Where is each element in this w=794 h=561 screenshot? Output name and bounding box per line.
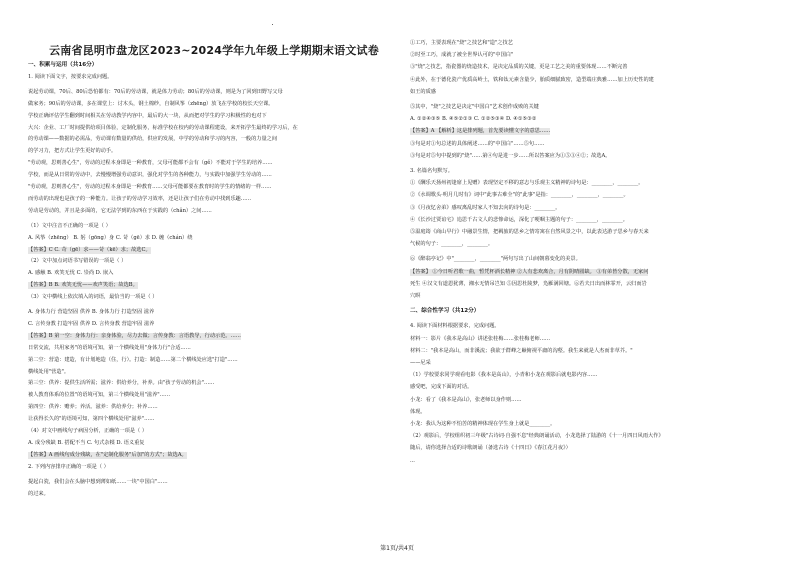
right-line: ②时至工巧，成就了被全世界认可的"中国白" <box>410 52 514 59</box>
left-line: 第二空：营造：建造，有计划地造（住，行）。打造：制造……第二个横线处应选"打造"…… <box>28 356 238 363</box>
left-line: A. 成分残缺 B. 搭配不当 C. 句式杂糅 D. 语义重复 <box>28 439 145 446</box>
right-line: 二、综合性学习（共12分） <box>410 308 480 315</box>
left-line: 大兴：企业、工厂时间提供给项目体验，定制化服务，标准学校在校内的劳动课程建设，来开拓学生最终的学习后，在 <box>28 124 298 131</box>
left-line: （2）文中加点词语书写错误的一项是（ ） <box>28 258 127 265</box>
left-line: 提起白瓷，我们会在头脑中想到薄如纸……一块"中国白"…… <box>28 478 168 485</box>
left-line: 学校正确评估学生翻到时间相关在劳动教学内容中，最后的大一块，从而把对学生的学习积极性的也对下 <box>28 112 267 119</box>
right-line: 如王的质感 <box>410 88 436 95</box>
right-line: ③《月夜忆舍弟》感叹离乱时家人不知去向的诗句是：________。 <box>410 204 561 211</box>
page-footer: 第1页/共4页 <box>380 545 414 552</box>
right-line: 气候的句子：________，________。 <box>410 241 494 248</box>
top-dot <box>272 24 273 25</box>
left-line: （3）文中横线上依次填入的词语，最恰当的一项是（ ） <box>28 294 158 301</box>
right-line: 小龙：我认为这种不怕苦的精神体现在学生身上就是________。 <box>410 421 556 427</box>
right-line: 随后，请你选择合适的诗歌朗诵（备选古诗《十四日》《春江花月夜》） <box>410 445 571 452</box>
right-line: 4. 阅读下面材料根据要求，完成问题。 <box>410 323 500 330</box>
left-line: 而劳动的出现也是孩子的一种能力。让孩子的劳动学习效率，还是让孩子们在劳动中找到乐趣…… <box>28 195 252 202</box>
page-title: 云南省昆明市盘龙区2023~2024学年九年级上学期期末语文试卷 <box>49 44 379 57</box>
left-line: "劳动观，思则善心生"，劳动的过程本身即是一种教育……父母可能都要在教育时的学生的情绪的一样…… <box>28 184 272 190</box>
left-line: 【答案】B B. 欢笑无忧——欢声笑语；故选B。 <box>28 282 138 289</box>
left-line: 1. 阅读下面文字，按要求完成问题。 <box>28 73 113 80</box>
left-line: 的学习力，把方式让学生更好的动手。 <box>28 148 117 155</box>
left-line: C. 言传身教 打造牢固 供养 D. 言传身教 营造牢固 滋养 <box>28 320 155 327</box>
right-line: 【答案】A 【解析】这是排列题，首先要读懂文字的意思…… <box>410 128 551 135</box>
left-line: 【答案】C C. 苛（gē）求——苛（kē）求；故选C。 <box>28 246 151 253</box>
right-line: 死生 ④汉文有道恩犹薄，湘水无情吊岂知 ⑤因思杜陵梦，凫雁满回塘。⑥若夫日出而林霏开，云归而岩 <box>410 280 647 287</box>
right-line: ④《长沙过贾谊宅》追思千古文人的悲惨命运，深化了哽咽主题的句子：________，________。 <box>410 216 628 223</box>
right-line: ②《水调歌头·明月几时有》词中"此事古难全"的"此事"是指：________，________，________。 <box>410 192 629 199</box>
right-line: ⑤温庭筠《商山早行》中融景生情，把羁旅的思乡之情寄寓在自然风景之中，以此表达游子思乡与春天来 <box>410 229 649 235</box>
left-line: "劳动观，思则善心生"，劳动的过程本身即是一种教育，父母可能都不会有（gě）不能对于学生的培养…… <box>28 160 273 167</box>
right-line: ③"烧"之技艺，指瓷器的烧造技术，是决定品质的关键，更是工艺之美的重要体现……不断完善 <box>410 64 628 71</box>
right-line: （1）学校要求同学观看电影《我本是高山》，小青和小龙在观影后就电影内容…… <box>410 372 598 379</box>
left-line: 第四空：供养：赡养；养活。滋养：供给养分；补养…… <box>28 404 158 411</box>
right-line: 材料二："我本是高山，而非溪流；我欲于群峰之巅俯视平庸的沟壑。我生来就是人杰而非草芥。" <box>410 347 633 354</box>
right-line: ①工巧，主要表现在"烧"之技艺和"造"之技艺 <box>410 40 513 46</box>
right-line: ——尼采 <box>410 360 431 366</box>
right-line: 感受吧，完成下面的对话。 <box>410 384 473 391</box>
left-line: 的劳动课——数据的必需品，劳动课有数量的供给，供应的发展，中学的劳动和学习的内容，一般的力量之间 <box>28 136 278 143</box>
right-line: ⑤其中，"烧"之技艺是决定"中国白"艺术创作成败的关键 <box>410 104 539 110</box>
left-line: 的过来。 <box>28 490 49 497</box>
right-line: A. ①②④③⑤ B. ④⑤②①③ C. ①②⑤③④ D. ④①⑤③② <box>410 116 537 123</box>
right-line: ①《酬乐天扬州初逢席上见赠》表现坚定不移的意志与乐观主义精神的诗句是：________，________。 <box>410 180 644 187</box>
left-line: 让获得长久的"的语境可知，第四个横线处用"滋养"…… <box>28 416 155 423</box>
left-line: 【答案】B 第一空：身体力行：亲身体验，尽力去做；言传身教：言语教导，行动示范。…… <box>28 332 241 339</box>
right-line: 3. 名篇名句默写。 <box>410 168 453 174</box>
left-line: A. 感触 B. 欢笑无忧 C. 崇尚 D. 嵌入 <box>28 270 114 277</box>
left-line: 被人教育体系的位置"的语境可知，第三个横线处用"滋养"…… <box>28 392 171 399</box>
right-line: 小龙：看了《我本是高山》，张老师以身作则…… <box>410 396 522 403</box>
left-line: A. 风筝（zhēng） B. 躬（gōng）身 C. 苛（gē）求 D. 缠（chán）绕 <box>28 234 193 241</box>
left-line: 横线处用"营造"。 <box>28 368 70 375</box>
right-line: （2）观影后，学校组织初三年级"古诗词·自强不息"经典朗诵活动，小龙选择了陆游的《十一月四日风雨大作》 <box>410 433 664 440</box>
left-line: （1）文中注音不正确的一项是（ ） <box>28 222 111 229</box>
right-line: ③句是对⑤句中提到的"烧"……第④句是进一步……所以答案应为①⑤③④②；故选A。 <box>410 152 611 159</box>
left-line: 做家务；90后的劳动课，多在课堂上：讨木头，钢土棉纱，自制风筝（zhēng）放飞在学校的校长天空课。 <box>28 100 274 107</box>
left-line: A. 身体力行 营造坚固 供养 B. 身体力行 打造坚固 滋养 <box>28 309 155 315</box>
left-line: 2. 下列内容排序正确的一项是（ ） <box>28 463 109 470</box>
right-line: ③句是对①句总述的具体阐述……的"中国白"……⑤句…… <box>410 140 545 147</box>
left-line: （4）对文中画线句子病因分析，正确的一项是（ ） <box>28 428 148 434</box>
right-line: 体现。 <box>410 408 426 415</box>
left-line: 劳动是劳动的，并且是多面的，它无法学到的东西在于实践的（chǎn）之间…… <box>28 207 212 214</box>
right-line: ... <box>410 457 415 464</box>
right-line: ④此外，在于德化瓷产优质高岭土，铁和钛元素含量少，胎质细腻致密，造型端庄典雅……加上历史性的建 <box>410 76 654 83</box>
left-line: 说起劳动课，70后、80后恐怕都有：70后的劳动课，就是体力劳动；80后的劳动课，则是为了回到田野写父母 <box>28 88 283 95</box>
left-line: 学校，而是从日常的劳动中，去慢慢增强劳动意识，强化对学生的各种能力，与实践中加强学生劳动的…… <box>28 172 272 179</box>
left-line: 第三空：供养：提供生活所需；滋养：供给养分，补养。由"孩子劳动的机会"…… <box>28 380 215 387</box>
right-line: ⑥《醉翁亭记》中"________，________"两句写出了山间朝暮变化的美景。 <box>410 256 581 263</box>
left-line: 一、积累与运用（共16分） <box>28 62 98 68</box>
right-line: 穴暝 <box>410 293 421 299</box>
right-line: 【答案】 ①今日听君歌一曲，暂凭杯酒长精神 ②人有悲欢离合，月有阴晴圆缺。 ③有弟皆分散，无家问 <box>410 268 649 275</box>
left-line: 日常交流，共用家务"的语境可知，第一个横线处用"身体力行"合适…… <box>28 344 191 351</box>
left-line: 【答案】A 画线句成分残缺，在"定制化服务"后加"的方式"；故选A。 <box>28 451 187 458</box>
right-line: 材料一：影片《我本是高山》讲述张桂梅……张桂梅老师…… <box>410 335 551 342</box>
